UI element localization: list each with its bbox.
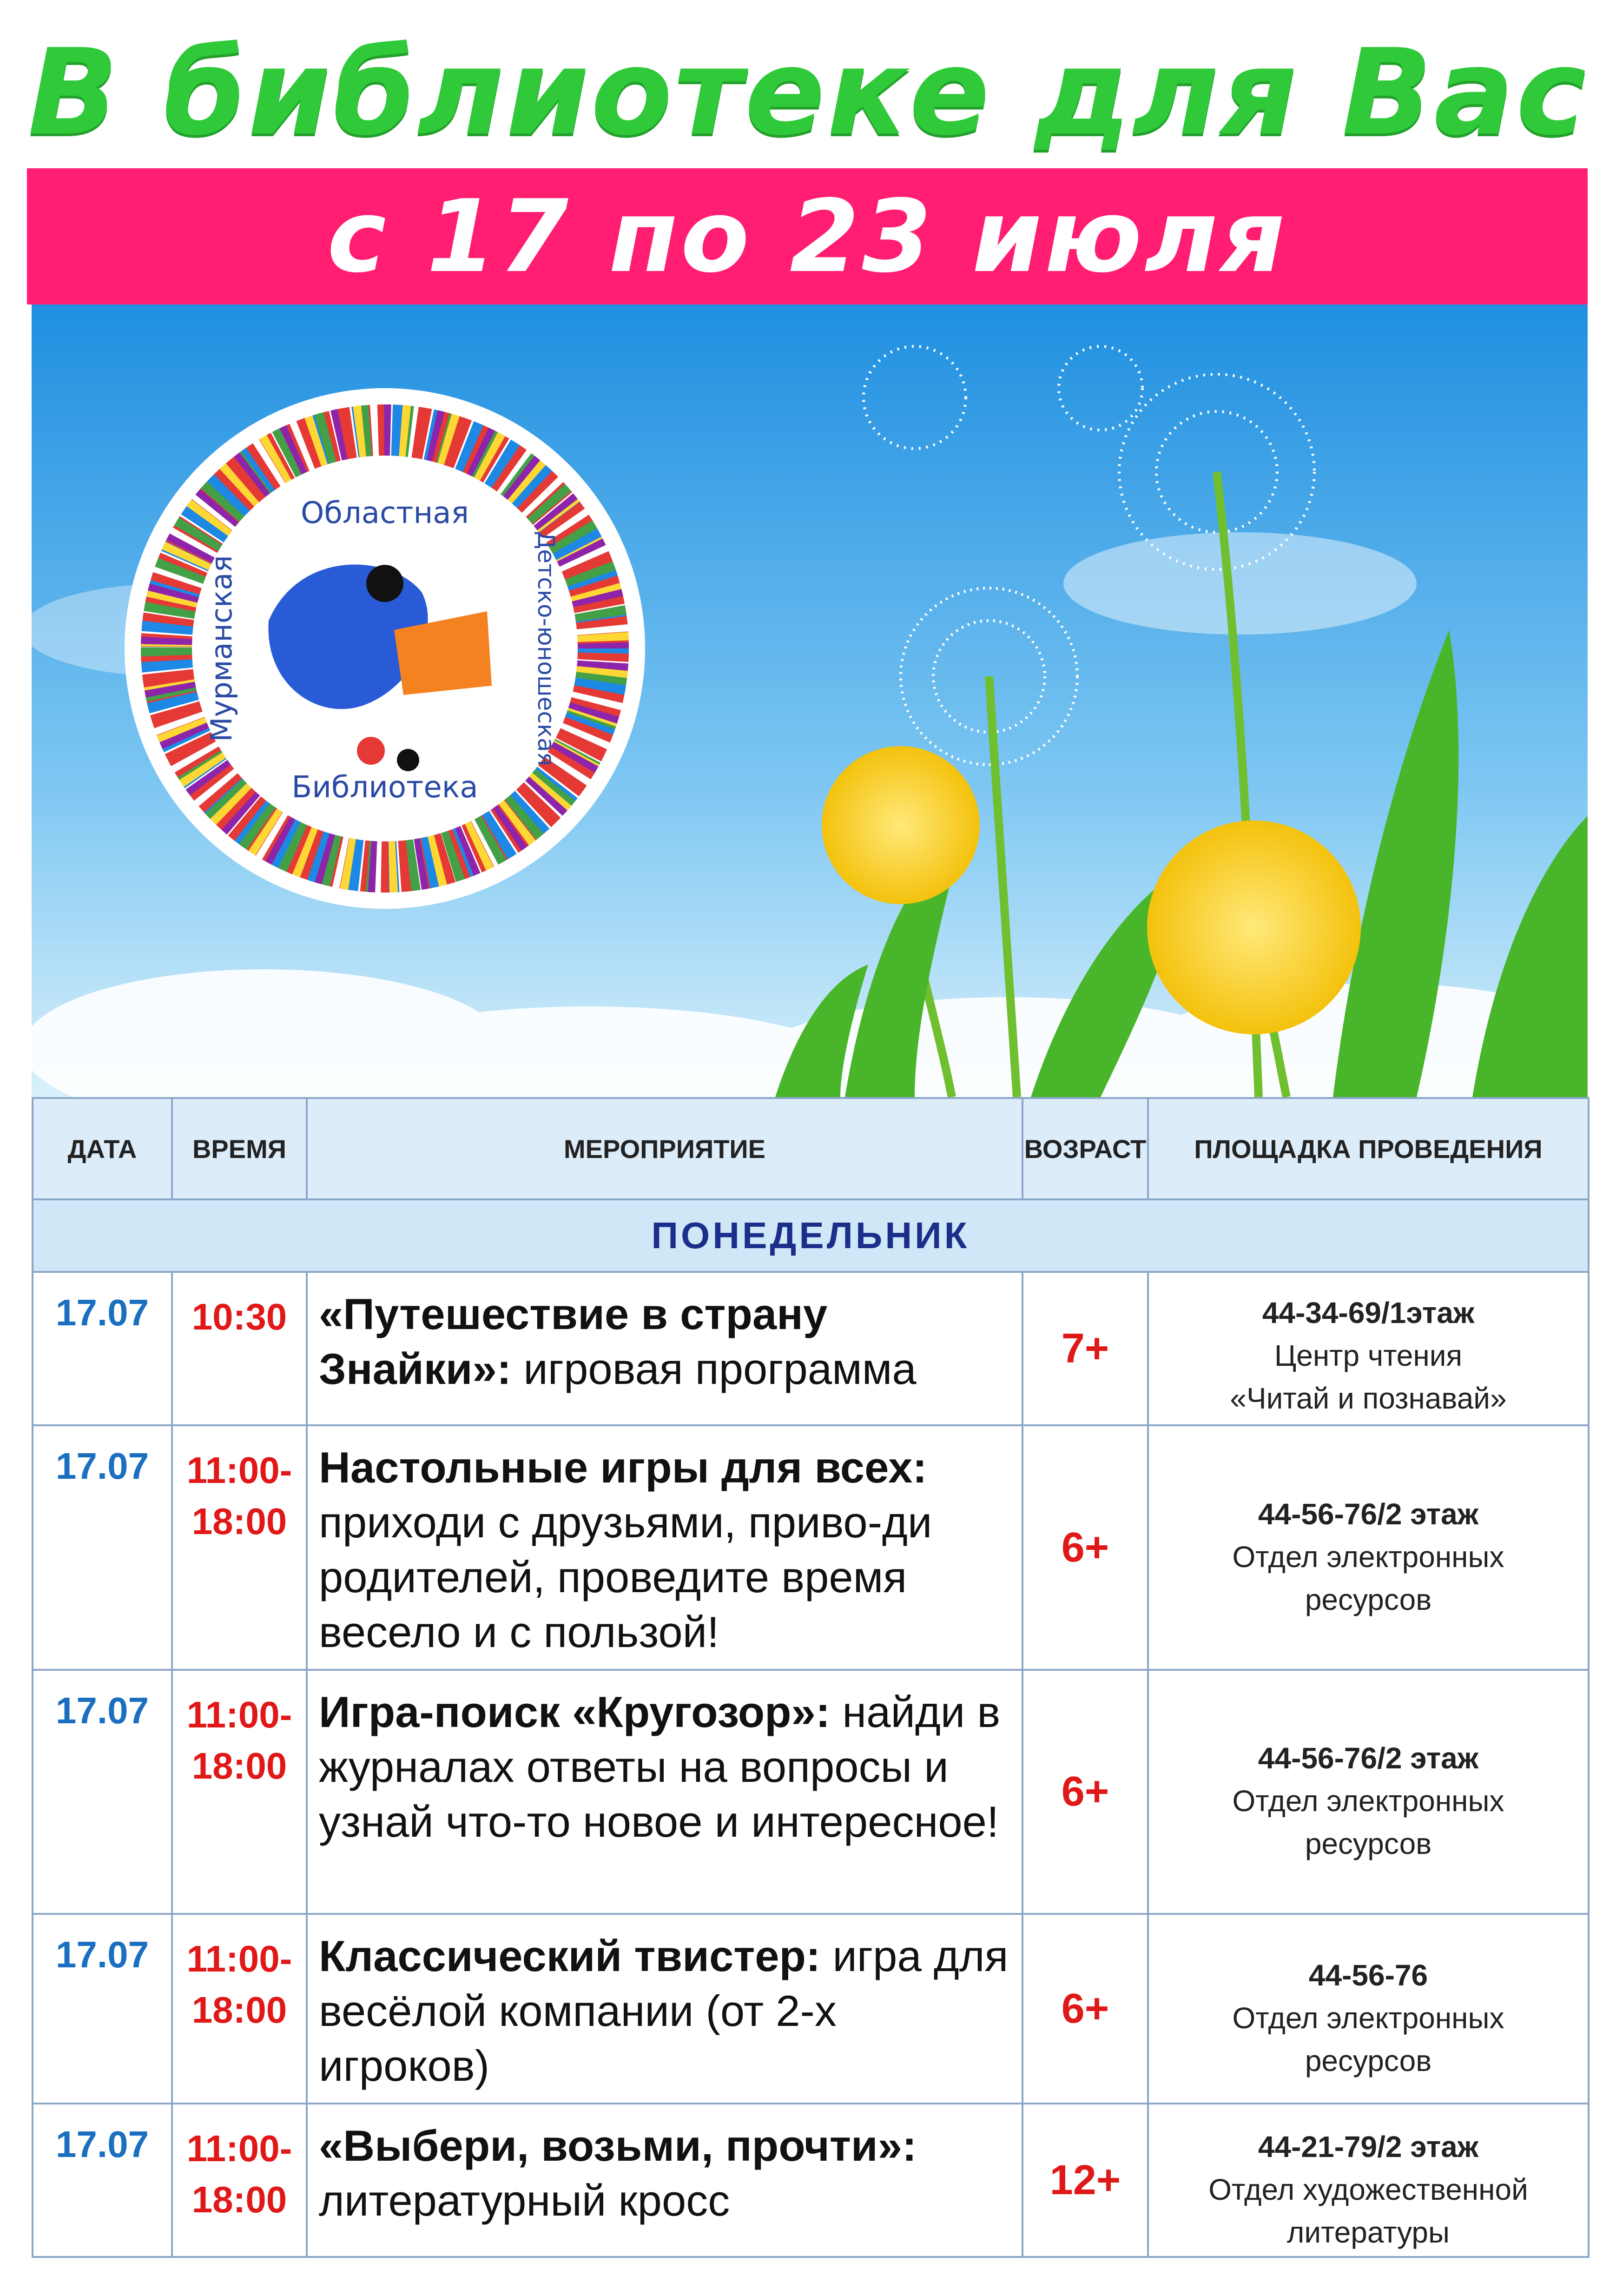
table-row <box>33 1914 1589 2104</box>
venue-line-2: ресурсов <box>1305 1827 1432 1860</box>
event-title: «Выбери, возьми, прочти»: <box>319 2121 917 2170</box>
venue-line-1: Центр чтения <box>1274 1339 1463 1372</box>
age-rating: 7+ <box>1022 1272 1148 1425</box>
schedule-table <box>32 1097 1590 2258</box>
venue-line-2: литературы <box>1287 2215 1450 2249</box>
event-details: найди в журналах ответы на вопросы и узнай что-то новое и интересное! <box>319 1687 1001 1846</box>
age-rating: 6+ <box>1022 1425 1148 1670</box>
column-header-event: МЕРОПРИЯТИЕ <box>307 1098 1022 1199</box>
event-time: 11:00-18:00 <box>172 1914 307 2104</box>
event-description <box>307 1425 1022 1670</box>
venue-phone: 44-56-76/2 этаж <box>1258 1741 1479 1775</box>
event-title: Классический твистер: <box>319 1932 821 1980</box>
header-illustration <box>32 304 1588 1097</box>
event-time: 11:00-18:00 <box>172 1425 307 1670</box>
logo-text-right: Детско-юношеская <box>533 531 560 766</box>
venue-phone: 44-21-79/2 этаж <box>1258 2130 1479 2164</box>
day-label: ПОНЕДЕЛЬНИК <box>33 1199 1589 1272</box>
venue-line-2: ресурсов <box>1305 2044 1432 2078</box>
event-details: игровая программа <box>511 1344 917 1393</box>
venue-line-1: Отдел художественной <box>1208 2172 1528 2206</box>
venue <box>1148 1272 1589 1425</box>
table-row <box>33 1272 1589 1425</box>
event-details: литературный кросс <box>319 2176 730 2225</box>
event-date: 17.07 <box>33 1425 172 1670</box>
event-date: 17.07 <box>33 1670 172 1914</box>
event-time: 11:00-18:00 <box>172 2104 307 2257</box>
venue-line-2: «Читай и познавай» <box>1230 1382 1507 1415</box>
day-row <box>33 1199 1589 1272</box>
venue-phone: 44-56-76/2 этаж <box>1258 1497 1479 1531</box>
library-logo <box>125 388 645 909</box>
table-row <box>33 1425 1589 1670</box>
venue <box>1148 2104 1589 2257</box>
venue-phone: 44-56-76 <box>1308 1958 1428 1992</box>
column-header-date: ДАТА <box>33 1098 172 1199</box>
venue-line-1: Отдел электронных <box>1232 1784 1504 1818</box>
event-title: Настольные игры для всех: <box>319 1443 927 1492</box>
venue-line-1: Отдел электронных <box>1232 2001 1504 2035</box>
table-row <box>33 2104 1589 2257</box>
event-details: приходи с друзьями, приво-ди родителей, проведите время весело и с пользой! <box>319 1498 932 1656</box>
logo-text-bottom: Библиотека <box>291 770 478 805</box>
logo-text-left: Мурманская <box>204 555 238 742</box>
event-date: 17.07 <box>33 2104 172 2257</box>
event-title: Игра-поиск «Кругозор»: <box>319 1687 831 1736</box>
date-range-banner <box>27 168 1588 304</box>
logo-text-top: Областная <box>301 496 469 530</box>
page-title: В библиотеке для Вас <box>28 24 1588 162</box>
column-header-age: ВОЗРАСТ <box>1022 1098 1148 1199</box>
event-description <box>307 1914 1022 2104</box>
yellow-flower-left <box>822 746 980 904</box>
yellow-flower-right <box>1147 820 1361 1034</box>
age-rating: 6+ <box>1022 1914 1148 2104</box>
column-header-venue: ПЛОЩАДКА ПРОВЕДЕНИЯ <box>1148 1098 1589 1199</box>
event-date: 17.07 <box>33 1914 172 2104</box>
event-time: 10:30 <box>172 1272 307 1425</box>
event-date: 17.07 <box>33 1272 172 1425</box>
table-row <box>33 1670 1589 1914</box>
event-details: игра для весёлой компании (от 2-х игроков) <box>319 1932 1009 2090</box>
sky-illustration <box>32 304 1588 1097</box>
event-description <box>307 1670 1022 1914</box>
venue-phone: 44-34-69/1этаж <box>1262 1296 1475 1330</box>
event-description <box>307 2104 1022 2257</box>
table-header-row <box>33 1098 1589 1199</box>
event-time: 11:00-18:00 <box>172 1670 307 1914</box>
age-rating: 6+ <box>1022 1670 1148 1914</box>
venue-line-1: Отдел электронных <box>1232 1540 1504 1574</box>
date-range-text: с 17 по 23 июля <box>327 178 1288 295</box>
venue <box>1148 1670 1589 1914</box>
age-rating: 12+ <box>1022 2104 1148 2257</box>
venue-line-2: ресурсов <box>1305 1582 1432 1616</box>
venue <box>1148 1425 1589 1670</box>
event-title: «Путешествие в страну Знайки»: <box>319 1290 828 1393</box>
venue <box>1148 1914 1589 2104</box>
column-header-time: ВРЕМЯ <box>172 1098 307 1199</box>
event-description <box>307 1272 1022 1425</box>
